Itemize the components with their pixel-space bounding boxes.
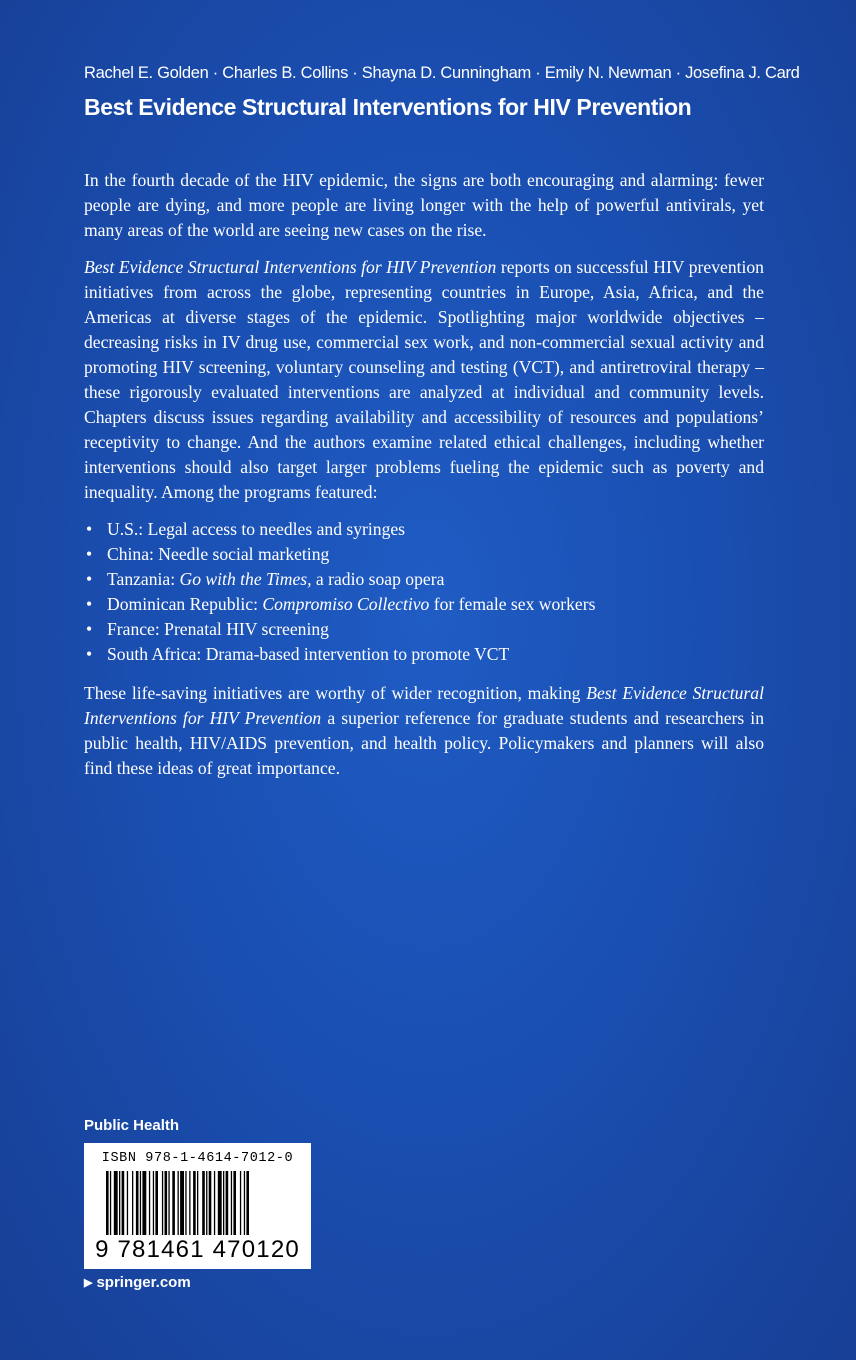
- author-list: Rachel E. Golden · Charles B. Collins · Shayna D. Cunningham · Emily N. Newman · Josefina J. Card: [84, 64, 800, 82]
- barcode-bar: [223, 1171, 224, 1235]
- barcode-digits: 9 781461 470120: [95, 1236, 300, 1263]
- barcode-bar: [172, 1171, 175, 1235]
- barcode-bar: [218, 1171, 222, 1235]
- barcode-bar: [142, 1171, 146, 1235]
- program-text: China: Needle social marketing: [107, 544, 330, 564]
- barcode-bar: [119, 1171, 120, 1235]
- publisher-link[interactable]: [84, 1274, 191, 1291]
- intro-paragraph: In the fourth decade of the HIV epidemic, the signs are both encouraging and alarming: fewer people are dying, and more people are living longer with the help of powerful antivirals, yet many areas of the world are seeing new cases on the rise.: [84, 170, 764, 240]
- closing-book-title: Best Evidence Structural Interventions for HIV Prevention: [84, 683, 764, 728]
- barcode-bar: [185, 1171, 186, 1235]
- barcode-bar: [193, 1171, 196, 1235]
- barcode-bar: [231, 1171, 232, 1235]
- main-paragraph: [84, 255, 764, 505]
- isbn-barcode: [84, 1143, 311, 1269]
- program-text: U.S.: Legal access to needles and syringes: [107, 519, 406, 539]
- publisher-label: springer.com: [96, 1274, 191, 1291]
- main-book-title: Best Evidence Structural Interventions for HIV Prevention: [84, 257, 497, 277]
- closing-lead: These life-saving initiatives are worthy of wider recognition, making: [84, 683, 587, 703]
- program-item: [84, 517, 764, 542]
- barcode-bar: [165, 1171, 168, 1235]
- barcode-bar: [214, 1171, 215, 1235]
- program-item: [84, 617, 764, 642]
- blurb: [84, 168, 764, 793]
- subject-category: Public Health: [84, 1117, 180, 1134]
- barcode-bar: [122, 1171, 125, 1235]
- program-item: [84, 567, 764, 592]
- program-item: [84, 542, 764, 567]
- isbn-label: ISBN 978-1-4614-7012-0: [101, 1151, 294, 1166]
- barcode-bar: [206, 1171, 207, 1235]
- barcode-bar: [132, 1171, 133, 1235]
- barcode-bar: [110, 1171, 111, 1235]
- program-item: [84, 642, 764, 667]
- book-title: Best Evidence Structural Interventions for HIV Prevention: [84, 94, 692, 120]
- barcode-bar: [233, 1171, 236, 1235]
- barcode-bar: [140, 1171, 141, 1235]
- barcode-bar: [155, 1171, 158, 1235]
- main-paragraph-text: reports on successful HIV prevention initiatives from across the globe, representing countries in Europe, Asia, Africa, and the Americas at diverse stages of the epidemic. Spotlighting major worldwide objectives – decreasing risks in IV drug use, commercial sex work, and non-commercial sexual activity and promoting HIV screening, voluntary counseling and testing (VCT), and antiretroviral therapy – these rigorously evaluated interventions are analyzed at individual and community levels. Chapters discuss issues regarding availability and accessibility of resources and populations’ receptivity to change. And the authors examine related ethical challenges, including whether interventions should also target larger problems fueling the epidemic such as poverty and inequality. Among the programs featured:: [84, 257, 764, 502]
- barcode-bar: [162, 1171, 163, 1235]
- program-text: Tanzania:: [107, 569, 180, 589]
- barcode-bar: [209, 1171, 212, 1235]
- barcode-bar: [226, 1171, 229, 1235]
- program-item: [84, 592, 764, 617]
- barcode-bar: [136, 1171, 139, 1235]
- program-text: South Africa: Drama-based intervention to promote VCT: [107, 644, 510, 664]
- barcode-bar: [168, 1171, 169, 1235]
- program-text: France: Prenatal HIV screening: [107, 619, 329, 639]
- barcode-bar: [189, 1171, 190, 1235]
- program-text: Dominican Republic:: [107, 594, 263, 614]
- barcode-bar: [114, 1171, 118, 1235]
- barcode-bar: [202, 1171, 205, 1235]
- program-list: [84, 517, 764, 667]
- program-title: Go with the Times,: [179, 569, 312, 589]
- barcode-bar: [246, 1171, 249, 1235]
- arrow-right-icon: ▶: [84, 1277, 93, 1289]
- program-text: for female sex workers: [429, 594, 596, 614]
- barcode-bar: [244, 1171, 245, 1235]
- barcode-bars: [106, 1171, 290, 1235]
- closing-paragraph: [84, 681, 764, 781]
- barcode-bar: [178, 1171, 179, 1235]
- barcode-bar: [240, 1171, 241, 1235]
- barcode-bar: [106, 1171, 109, 1235]
- program-title: Compromiso Collectivo: [262, 594, 430, 614]
- barcode-bar: [127, 1171, 128, 1235]
- program-text: a radio soap opera: [311, 569, 445, 589]
- barcode-bar: [153, 1171, 154, 1235]
- barcode-bar: [197, 1171, 198, 1235]
- barcode-bar: [149, 1171, 150, 1235]
- barcode-bar: [180, 1171, 184, 1235]
- closing-tail: a superior reference for graduate students and researchers in public health, HIV/AIDS prevention, and health policy. Policymakers and planners will also find these ideas of great importance.: [84, 708, 764, 778]
